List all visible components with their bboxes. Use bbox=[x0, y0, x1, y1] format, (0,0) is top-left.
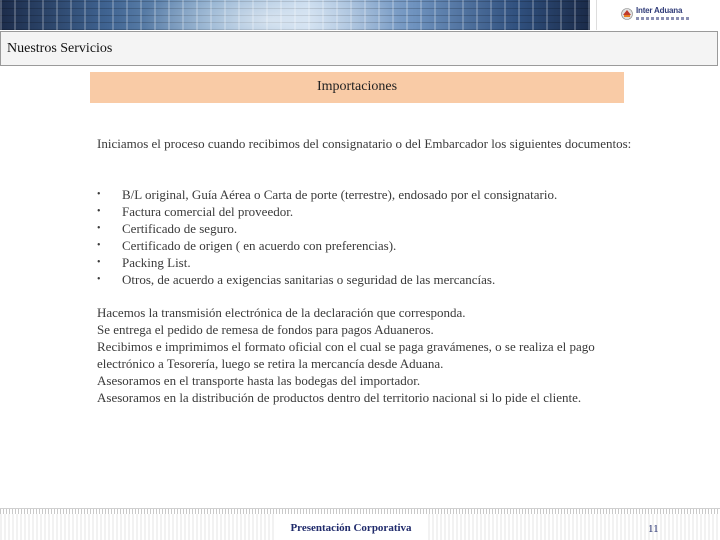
page-number: 11 bbox=[648, 523, 659, 535]
list-item bbox=[97, 271, 557, 288]
footer-title-box bbox=[276, 514, 426, 540]
bullet-icon: • bbox=[97, 240, 101, 251]
list-item bbox=[97, 254, 557, 271]
list-item bbox=[97, 220, 557, 237]
company-logo bbox=[596, 0, 720, 30]
bullet-icon: • bbox=[97, 223, 101, 234]
bullet-icon: • bbox=[97, 189, 101, 200]
step-paragraph: Se entrega el pedido de remesa de fondos para pagos Aduaneros. bbox=[97, 322, 434, 337]
intro-paragraph: Iniciamos el proceso cuando recibimos del consignatario o del Embarcador los siguientes documentos: bbox=[97, 136, 632, 151]
step-paragraph: Hacemos la transmisión electrónica de la declaración que corresponda. bbox=[97, 305, 466, 320]
footer-title: Presentación Corporativa bbox=[290, 522, 412, 534]
logo-icon bbox=[621, 8, 633, 20]
topic-header bbox=[90, 72, 624, 103]
section-header bbox=[0, 31, 718, 66]
list-item-text: B/L original, Guía Aérea o Carta de porte (terrestre), endosado por el consignatario. bbox=[122, 187, 558, 202]
list-item-text: Otros, de acuerdo a exigencias sanitarias o seguridad de las mercancías. bbox=[122, 272, 496, 287]
logo-tagline bbox=[636, 17, 690, 20]
step-paragraph: Recibimos e imprimimos el formato oficial con el cual se paga gravámenes, o se realiza el pago electrónico a Tesorería, luego se retira la mercancía desde Aduana. bbox=[97, 339, 595, 371]
bullet-icon: • bbox=[97, 274, 101, 285]
step-paragraph: Asesoramos en la distribución de productos dentro del territorio nacional si lo pide el cliente. bbox=[97, 390, 582, 405]
list-item-text: Packing List. bbox=[122, 255, 191, 270]
topic-title: Importaciones bbox=[316, 79, 398, 94]
list-item bbox=[97, 203, 557, 220]
bullet-icon: • bbox=[97, 206, 101, 217]
process-steps bbox=[97, 304, 637, 406]
bullet-icon: • bbox=[97, 257, 101, 268]
list-item-text: Certificado de seguro. bbox=[122, 221, 238, 236]
list-item bbox=[97, 186, 557, 203]
step-paragraph: Asesoramos en el transporte hasta las bodegas del importador. bbox=[97, 373, 421, 388]
section-title: Nuestros Servicios bbox=[7, 41, 113, 56]
header-banner-image bbox=[0, 0, 590, 30]
list-item-text: Certificado de origen ( en acuerdo con preferencias). bbox=[122, 238, 397, 253]
list-item bbox=[97, 237, 557, 254]
list-item-text: Factura comercial del proveedor. bbox=[122, 204, 294, 219]
documents-list bbox=[97, 186, 557, 288]
logo-text: Inter Aduana bbox=[636, 6, 683, 15]
